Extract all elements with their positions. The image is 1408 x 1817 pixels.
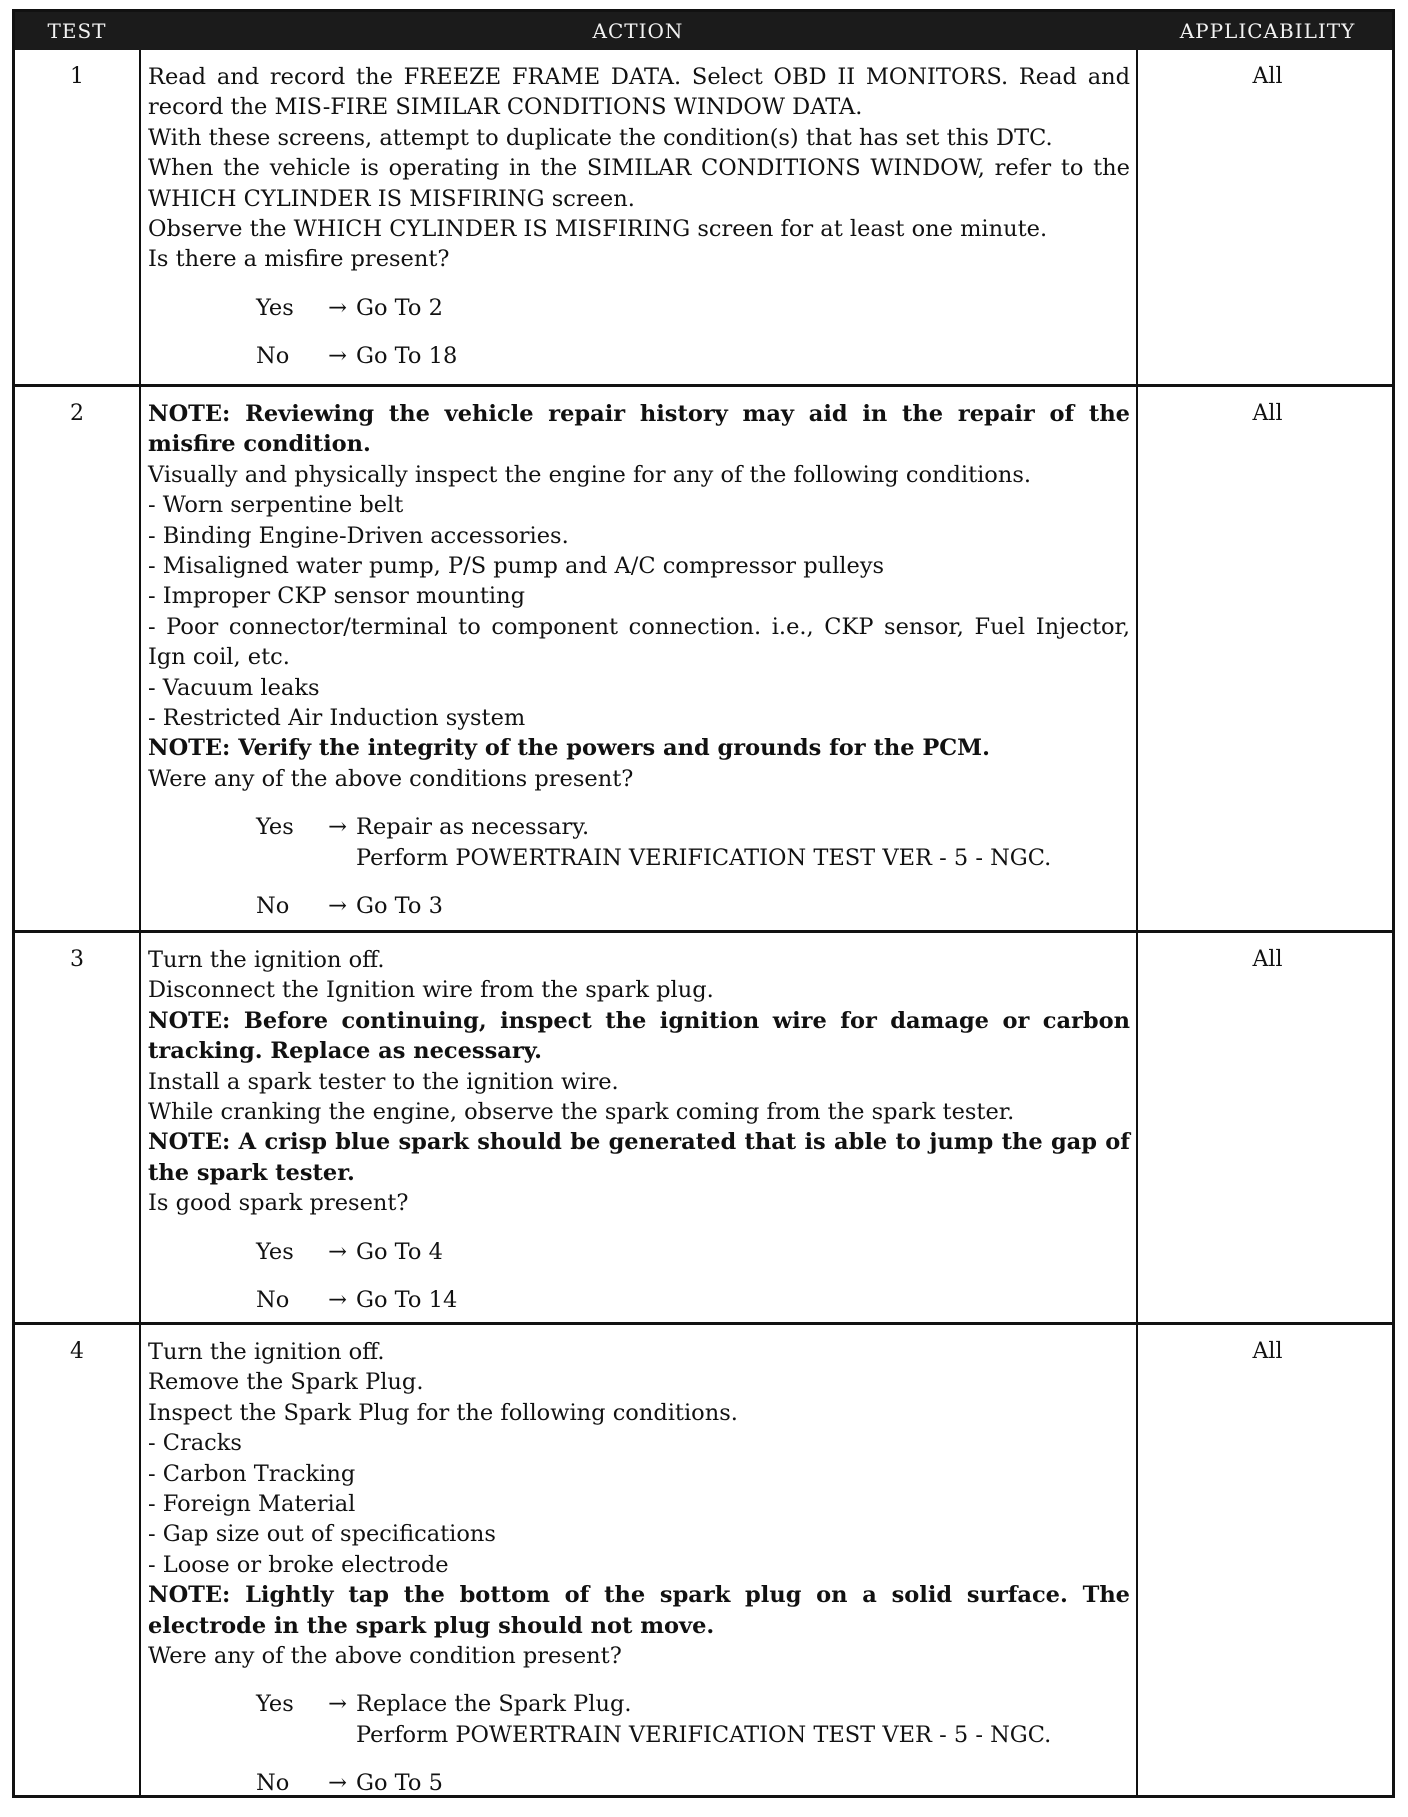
arrow-right-icon: → [328,343,347,370]
outcome-result [356,1285,1130,1315]
outcome-answer: No [256,893,290,920]
action-line: - Cracks [148,1430,242,1457]
arrow-right-icon: → [328,1770,347,1797]
outcome-indent [148,341,256,371]
arrow-right-icon: → [328,893,347,920]
outcome-result [356,1689,1130,1750]
action-line: - Restricted Air Induction system [148,705,526,732]
outcome-result [356,1237,1130,1267]
applicability-value: All [1252,64,1283,89]
action-line: - Misaligned water pump, P/S pump and A/C compressor pulleys [148,553,885,580]
outcome-result [356,1768,1130,1798]
table-row [15,384,1392,930]
arrow-right-icon: → [328,1238,347,1265]
outcome-result [356,812,1130,873]
outcome-line [148,293,1130,323]
outcome-line [148,1768,1130,1798]
action-line: When the vehicle is operating in the SIMILAR CONDITIONS WINDOW, refer to the WHICH CYLINDER IS MISFIRING screen. [148,155,1130,212]
table-row [15,930,1392,1322]
outcome-result [356,293,1130,323]
applicability-value: All [1252,401,1283,426]
arrow-right-icon: → [328,1691,347,1718]
action-line: Is there a misfire present? [148,246,450,273]
outcome-line [148,1689,1130,1750]
outcomes [148,1237,1130,1316]
arrow-right-icon: → [328,1287,347,1314]
action-line: Observe the WHICH CYLINDER IS MISFIRING screen for at least one minute. [148,216,1048,243]
table-row [15,50,1392,384]
action-line: Turn the ignition off. [148,1339,385,1365]
applicability-value: All [1252,1339,1283,1364]
outcome-indent [148,293,256,323]
action-line: With these screens, attempt to duplicate the condition(s) that has set this DTC. [148,124,1053,151]
outcome-indent [148,1768,256,1798]
test-number: 4 [70,1339,84,1364]
outcome-indent [148,1689,256,1750]
outcome-result-line: Go To 4 [356,1238,443,1265]
outcome-indent [148,1285,256,1315]
action-line: - Poor connector/terminal to component connection. i.e., CKP sensor, Fuel Injector, Ign coil, etc. [148,613,1130,671]
test-number: 1 [70,64,84,89]
header-applicability: APPLICABILITY [1179,19,1356,43]
outcomes [148,1689,1130,1798]
test-number: 3 [70,947,84,972]
action-line: Read and record the FREEZE FRAME DATA. Select OBD II MONITORS. Read and record the MIS-FIRE SIMILAR CONDITIONS WINDOW DATA. [148,64,1130,121]
action-line: While cranking the engine, observe the spark coming from the spark tester. [148,1099,1015,1126]
table-row [15,1322,1392,1798]
outcome-result-line: Go To 18 [356,343,458,370]
outcome-result-line: Go To 5 [356,1770,443,1797]
action-line: - Binding Engine-Driven accessories. [148,522,569,549]
action-cell [148,62,1130,390]
header-test: TEST [47,19,107,43]
outcome-result-line: Go To 2 [356,294,443,321]
note-text: NOTE: Lightly tap the bottom of the spark plug on a solid surface. The electrode in the spark plug should not move. [148,1582,1130,1639]
header-action: ACTION [592,19,684,43]
outcome-answer: No [256,343,290,370]
outcome-answer: Yes [256,1238,294,1265]
outcome-result-line: Go To 14 [356,1287,458,1314]
action-line: Remove the Spark Plug. [148,1369,424,1396]
outcome-result-line: Replace the Spark Plug. [356,1691,632,1718]
note-text: NOTE: Reviewing the vehicle repair history may aid in the repair of the misfire condition. [148,401,1130,458]
action-cell [148,399,1130,940]
outcome-result-line: Go To 3 [356,893,443,920]
action-line: Turn the ignition off. [148,947,385,973]
outcome-result [356,341,1130,371]
action-line: - Gap size out of specifications [148,1521,496,1548]
action-line: - Improper CKP sensor mounting [148,583,525,610]
action-line: - Loose or broke electrode [148,1551,449,1578]
action-line: Install a spark tester to the ignition wire. [148,1068,619,1095]
action-line: - Vacuum leaks [148,674,320,701]
outcome-answer: No [256,1770,290,1797]
note-text: NOTE: Verify the integrity of the powers and grounds for the PCM. [148,735,990,762]
outcome-answer: Yes [256,814,294,841]
action-line: Visually and physically inspect the engine for any of the following conditions. [148,461,1032,488]
action-line: - Worn serpentine belt [148,492,404,519]
action-line: Were any of the above conditions present? [148,765,634,792]
outcome-indent [148,1237,256,1267]
outcome-line [148,891,1130,921]
action-line: - Foreign Material [148,1491,356,1518]
outcome-answer: Yes [256,294,294,321]
outcome-line [148,1237,1130,1267]
note-text: NOTE: A crisp blue spark should be generated that is able to jump the gap of the spark tester. [148,1129,1130,1186]
action-line: Disconnect the Ignition wire from the spark plug. [148,977,714,1004]
arrow-right-icon: → [328,814,347,841]
action-line: Were any of the above condition present? [148,1643,622,1670]
action-line: Is good spark present? [148,1190,409,1217]
action-cell [148,945,1130,1333]
outcome-indent [148,891,256,921]
outcome-answer: Yes [256,1691,294,1718]
note-text: NOTE: Before continuing, inspect the ignition wire for damage or carbon tracking. Replace as necessary. [148,1007,1130,1065]
outcomes [148,293,1130,372]
applicability-value: All [1252,947,1283,972]
arrow-right-icon: → [328,294,347,321]
outcome-result-line: Perform POWERTRAIN VERIFICATION TEST VER - 5 - NGC. [356,844,1052,871]
outcome-answer: No [256,1287,290,1314]
outcome-line [148,341,1130,371]
outcome-line [148,812,1130,873]
outcome-line [148,1285,1130,1315]
outcomes [148,812,1130,921]
action-line: - Carbon Tracking [148,1460,356,1487]
outcome-indent [148,812,256,873]
table-header [15,12,1392,50]
outcome-result [356,891,1130,921]
outcome-result-line: Perform POWERTRAIN VERIFICATION TEST VER - 5 - NGC. [356,1721,1052,1748]
test-number: 2 [70,401,84,426]
action-line: Inspect the Spark Plug for the following conditions. [148,1399,738,1426]
outcome-result-line: Repair as necessary. [356,814,590,841]
action-cell [148,1337,1130,1817]
diagnostic-table [12,9,1395,1798]
